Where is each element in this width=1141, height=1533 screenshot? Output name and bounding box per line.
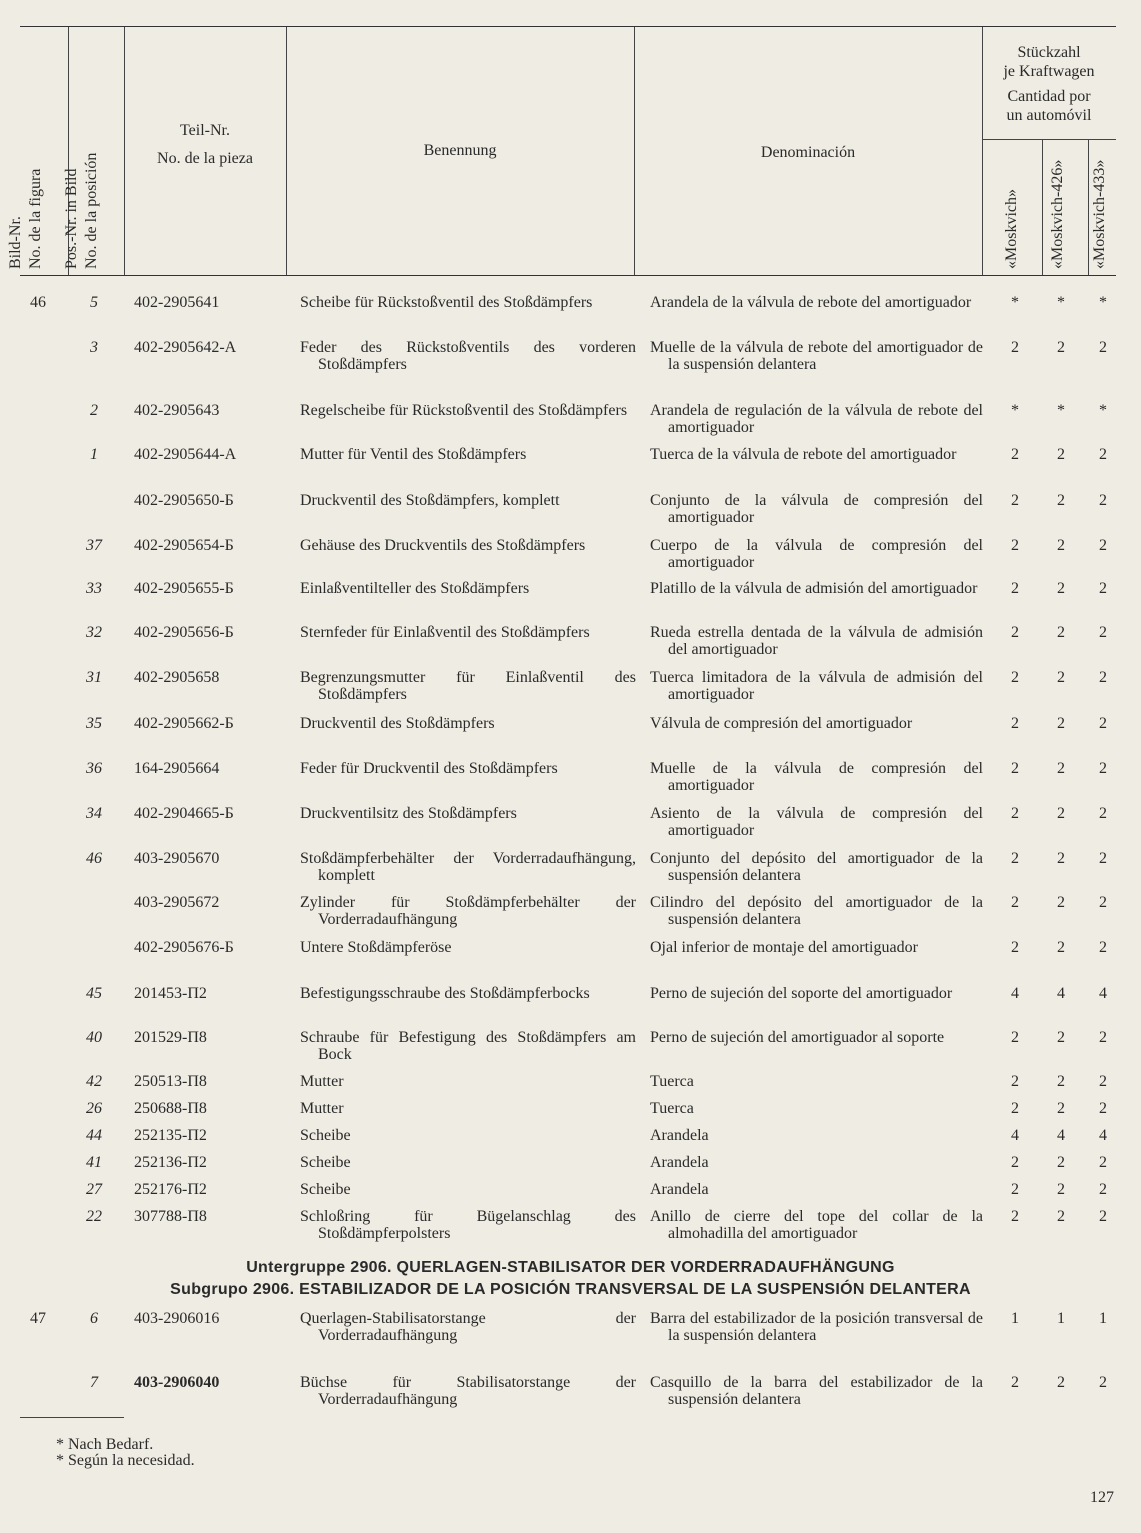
name-es-header: Denominación bbox=[760, 144, 856, 161]
name-de: Druckventilsitz des Stoßdämpfers bbox=[300, 805, 517, 822]
name-es: Cuerpo de la válvula de compresión del amortiguador bbox=[650, 537, 983, 571]
quantity-model-1: 2 bbox=[1011, 760, 1019, 777]
quantity-model-3: 2 bbox=[1099, 1208, 1107, 1225]
position-number: 31 bbox=[86, 669, 102, 686]
name-es: Arandela bbox=[650, 1154, 709, 1171]
part-number: 307788-П8 bbox=[134, 1208, 207, 1225]
position-number: 22 bbox=[86, 1208, 102, 1225]
quantity-model-1: 4 bbox=[1011, 985, 1019, 1002]
name-es: Ojal inferior de montaje del amortiguador bbox=[650, 939, 918, 956]
quantity-model-1: 2 bbox=[1011, 446, 1019, 463]
quantity-model-2: 2 bbox=[1057, 446, 1065, 463]
part-number: 402-2904665-Б bbox=[134, 805, 234, 822]
position-number-header: Pos.-Nr. in Bild No. de la posición bbox=[63, 152, 100, 269]
subgroup-title-de: Untergruppe 2906. QUERLAGEN-STABILISATOR DER VORDERRADAUFHÄNGUNG bbox=[246, 1259, 895, 1276]
quantity-model-3: 2 bbox=[1099, 939, 1107, 956]
quantity-model-2: 2 bbox=[1057, 894, 1065, 911]
fig-number-header: Bild-Nr. No. de la figura bbox=[7, 168, 44, 269]
quantity-model-1: 2 bbox=[1011, 1154, 1019, 1171]
quantity-model-3: 1 bbox=[1099, 1310, 1107, 1327]
name-de: Scheibe bbox=[300, 1181, 351, 1198]
quantity-model-3: 2 bbox=[1099, 624, 1107, 641]
name-de-header: Benennung bbox=[423, 142, 497, 159]
quantity-model-1: 2 bbox=[1011, 1181, 1019, 1198]
quantity-model-3: 2 bbox=[1099, 1374, 1107, 1391]
name-de: Schloßring für Bügelanschlag des Stoßdämpferpolsters bbox=[300, 1208, 636, 1242]
part-number: 402-2905656-Б bbox=[134, 624, 234, 641]
quantity-model-2: 2 bbox=[1057, 805, 1065, 822]
subgroup-title-es: Subgrupo 2906. ESTABILIZADOR DE LA POSICIÓN TRANSVERSAL DE LA SUSPENSIÓN DELANTERA bbox=[170, 1281, 971, 1298]
position-number: 27 bbox=[86, 1181, 102, 1198]
part-number: 403-2906016 bbox=[134, 1310, 220, 1327]
name-es: Cilindro del depósito del amortiguador de la suspensión delantera bbox=[650, 894, 983, 928]
position-number: 1 bbox=[90, 446, 98, 463]
quantity-model-2: 2 bbox=[1057, 1374, 1065, 1391]
quantity-model-1: 4 bbox=[1011, 1127, 1019, 1144]
part-number: 201529-П8 bbox=[134, 1029, 207, 1046]
quantity-model-2: 2 bbox=[1057, 580, 1065, 597]
part-number: 201453-П2 bbox=[134, 985, 207, 1002]
quantity-model-1: 2 bbox=[1011, 1208, 1019, 1225]
name-de: Einlaßventilteller des Stoßdämpfers bbox=[300, 580, 530, 597]
quantity-model-1: 1 bbox=[1011, 1310, 1019, 1327]
quantity-model-3: * bbox=[1099, 294, 1107, 311]
position-number: 7 bbox=[90, 1374, 98, 1391]
qty-label-es-1: Cantidad por bbox=[1007, 88, 1091, 105]
name-es: Conjunto de la válvula de compresión del amortiguador bbox=[650, 492, 983, 526]
position-number: 2 bbox=[90, 402, 98, 419]
name-es: Arandela bbox=[650, 1127, 709, 1144]
quantity-model-3: 4 bbox=[1099, 985, 1107, 1002]
part-number: 402-2905654-Б bbox=[134, 537, 234, 554]
name-de: Sternfeder für Einlaßventil des Stoßdämpfers bbox=[300, 624, 590, 641]
position-number: 46 bbox=[86, 850, 102, 867]
name-de: Gehäuse des Druckventils des Stoßdämpfers bbox=[300, 537, 586, 554]
quantity-model-3: 2 bbox=[1099, 1100, 1107, 1117]
name-de: Mutter für Ventil des Stoßdämpfers bbox=[300, 446, 527, 463]
part-number: 402-2905658 bbox=[134, 669, 220, 686]
quantity-model-3: 2 bbox=[1099, 1181, 1107, 1198]
model-3-header: «Moskvich-433» bbox=[1091, 159, 1108, 269]
quantity-model-3: 2 bbox=[1099, 894, 1107, 911]
quantity-model-1: 2 bbox=[1011, 939, 1019, 956]
name-de: Mutter bbox=[300, 1100, 344, 1117]
quantity-model-3: 2 bbox=[1099, 1029, 1107, 1046]
quantity-model-2: 1 bbox=[1057, 1310, 1065, 1327]
name-de: Druckventil des Stoßdämpfers, komplett bbox=[300, 492, 560, 509]
position-number: 6 bbox=[90, 1310, 98, 1327]
quantity-model-2: 4 bbox=[1057, 985, 1065, 1002]
model-2-header: «Moskvich-426» bbox=[1049, 159, 1066, 269]
name-de: Feder für Druckventil des Stoßdämpfers bbox=[300, 760, 558, 777]
name-es: Muelle de la válvula de rebote del amortiguador de la suspensión delantera bbox=[650, 339, 983, 373]
quantity-model-1: 2 bbox=[1011, 492, 1019, 509]
name-es: Asiento de la válvula de compresión del amortiguador bbox=[650, 805, 983, 839]
quantity-model-3: 2 bbox=[1099, 805, 1107, 822]
quantity-model-2: 2 bbox=[1057, 939, 1065, 956]
position-number: 41 bbox=[86, 1154, 102, 1171]
name-es: Arandela de regulación de la válvula de rebote del amortiguador bbox=[650, 402, 983, 436]
name-es: Tuerca bbox=[650, 1073, 694, 1090]
name-de: Schraube für Befestigung des Stoßdämpfers am Bock bbox=[300, 1029, 636, 1063]
quantity-model-2: 2 bbox=[1057, 1208, 1065, 1225]
name-es: Perno de sujeción del amortiguador al soporte bbox=[650, 1029, 945, 1046]
model-1-header: «Moskvich» bbox=[1003, 189, 1020, 269]
name-de: Mutter bbox=[300, 1073, 344, 1090]
qty-label-de-1: Stückzahl bbox=[1017, 44, 1081, 61]
quantity-model-2: 2 bbox=[1057, 1154, 1065, 1171]
position-number: 40 bbox=[86, 1029, 102, 1046]
position-number: 32 bbox=[86, 624, 102, 641]
part-number-label-de: Teil-Nr. bbox=[180, 122, 230, 139]
quantity-model-3: 2 bbox=[1099, 1073, 1107, 1090]
quantity-model-1: * bbox=[1011, 402, 1019, 419]
position-number: 33 bbox=[86, 580, 102, 597]
quantity-model-2: 4 bbox=[1057, 1127, 1065, 1144]
qty-label-de-2: je Kraftwagen bbox=[1003, 63, 1095, 80]
name-de: Büchse für Stabilisatorstange der Vorderradaufhängung bbox=[300, 1374, 636, 1408]
position-number: 44 bbox=[86, 1127, 102, 1144]
part-number: 252176-П2 bbox=[134, 1181, 207, 1198]
quantity-model-2: 2 bbox=[1057, 537, 1065, 554]
quantity-model-1: 2 bbox=[1011, 850, 1019, 867]
position-number: 37 bbox=[86, 537, 102, 554]
part-number-label-es: No. de la pieza bbox=[157, 150, 253, 167]
quantity-model-2: * bbox=[1057, 402, 1065, 419]
position-number: 42 bbox=[86, 1073, 102, 1090]
name-de: Stoßdämpferbehälter der Vorderradaufhängung, komplett bbox=[300, 850, 636, 884]
quantity-model-2: 2 bbox=[1057, 715, 1065, 732]
part-number: 403-2906040 bbox=[134, 1374, 220, 1391]
position-number: 45 bbox=[86, 985, 102, 1002]
position-number: 5 bbox=[90, 294, 98, 311]
quantity-model-1: 2 bbox=[1011, 1100, 1019, 1117]
quantity-model-2: 2 bbox=[1057, 1029, 1065, 1046]
position-number: 3 bbox=[90, 339, 98, 356]
quantity-model-3: 2 bbox=[1099, 537, 1107, 554]
quantity-model-2: 2 bbox=[1057, 624, 1065, 641]
quantity-model-1: 2 bbox=[1011, 537, 1019, 554]
quantity-model-1: * bbox=[1011, 294, 1019, 311]
name-de: Druckventil des Stoßdämpfers bbox=[300, 715, 495, 732]
part-number: 250513-П8 bbox=[134, 1073, 207, 1090]
part-number: 402-2905676-Б bbox=[134, 939, 234, 956]
part-number: 250688-П8 bbox=[134, 1100, 207, 1117]
quantity-model-3: 2 bbox=[1099, 669, 1107, 686]
name-de: Feder des Rückstoßventils des vorderen Stoßdämpfers bbox=[300, 339, 636, 373]
quantity-model-1: 2 bbox=[1011, 1029, 1019, 1046]
name-de: Scheibe bbox=[300, 1154, 351, 1171]
page-number: 127 bbox=[1090, 1489, 1114, 1506]
part-number: 402-2905644-A bbox=[134, 446, 237, 463]
name-de: Befestigungsschraube des Stoßdämpferbocks bbox=[300, 985, 590, 1002]
quantity-model-1: 2 bbox=[1011, 1073, 1019, 1090]
quantity-model-3: 2 bbox=[1099, 492, 1107, 509]
name-de: Scheibe bbox=[300, 1127, 351, 1144]
name-de: Regelscheibe für Rückstoßventil des Stoßdämpfers bbox=[300, 402, 628, 419]
quantity-model-2: 2 bbox=[1057, 669, 1065, 686]
quantity-model-3: 2 bbox=[1099, 446, 1107, 463]
quantity-model-2: 2 bbox=[1057, 1100, 1065, 1117]
quantity-model-1: 2 bbox=[1011, 1374, 1019, 1391]
position-number: 36 bbox=[86, 760, 102, 777]
name-de: Querlagen-Stabilisatorstange der Vorderradaufhängung bbox=[300, 1310, 636, 1344]
name-es: Rueda estrella dentada de la válvula de admisión del amortiguador bbox=[650, 624, 983, 658]
quantity-model-3: * bbox=[1099, 402, 1107, 419]
part-number: 164-2905664 bbox=[134, 760, 220, 777]
quantity-model-2: 2 bbox=[1057, 1073, 1065, 1090]
quantity-model-2: 2 bbox=[1057, 492, 1065, 509]
quantity-model-1: 2 bbox=[1011, 894, 1019, 911]
name-es: Tuerca bbox=[650, 1100, 694, 1117]
quantity-model-3: 2 bbox=[1099, 850, 1107, 867]
quantity-model-2: 2 bbox=[1057, 339, 1065, 356]
quantity-model-2: * bbox=[1057, 294, 1065, 311]
name-es: Muelle de la válvula de compresión del amortiguador bbox=[650, 760, 983, 794]
quantity-model-1: 2 bbox=[1011, 580, 1019, 597]
name-es: Conjunto del depósito del amortiguador de la suspensión delantera bbox=[650, 850, 983, 884]
part-number: 402-2905642-A bbox=[134, 339, 237, 356]
quantity-model-2: 2 bbox=[1057, 1181, 1065, 1198]
part-number-header bbox=[124, 121, 286, 169]
quantity-model-1: 2 bbox=[1011, 624, 1019, 641]
part-number: 402-2905650-Б bbox=[134, 492, 234, 509]
part-number: 252136-П2 bbox=[134, 1154, 207, 1171]
quantity-model-3: 4 bbox=[1099, 1127, 1107, 1144]
name-es: Válvula de compresión del amortiguador bbox=[650, 715, 913, 732]
quantity-model-2: 2 bbox=[1057, 850, 1065, 867]
fig-number: 47 bbox=[30, 1310, 46, 1327]
name-de: Untere Stoßdämpferöse bbox=[300, 939, 452, 956]
name-de: Begrenzungsmutter für Einlaßventil des Stoßdämpfers bbox=[300, 669, 636, 703]
name-de: Zylinder für Stoßdämpferbehälter der Vorderradaufhängung bbox=[300, 894, 636, 928]
footnote-de: * Nach Bedarf. bbox=[56, 1436, 154, 1453]
quantity-model-3: 2 bbox=[1099, 715, 1107, 732]
position-number: 35 bbox=[86, 715, 102, 732]
part-number: 403-2905670 bbox=[134, 850, 220, 867]
part-number: 402-2905641 bbox=[134, 294, 220, 311]
quantity-header bbox=[982, 43, 1116, 125]
quantity-model-1: 2 bbox=[1011, 715, 1019, 732]
footnote-divider bbox=[20, 1417, 124, 1418]
quantity-model-3: 2 bbox=[1099, 1154, 1107, 1171]
quantity-model-1: 2 bbox=[1011, 669, 1019, 686]
part-number: 402-2905655-Б bbox=[134, 580, 234, 597]
position-number: 26 bbox=[86, 1100, 102, 1117]
fig-number: 46 bbox=[30, 294, 46, 311]
name-es: Arandela bbox=[650, 1181, 709, 1198]
part-number: 402-2905643 bbox=[134, 402, 220, 419]
part-number: 403-2905672 bbox=[134, 894, 220, 911]
part-number: 402-2905662-Б bbox=[134, 715, 234, 732]
name-es: Arandela de la válvula de rebote del amortiguador bbox=[650, 294, 972, 311]
quantity-model-1: 2 bbox=[1011, 339, 1019, 356]
name-es: Casquillo de la barra del estabilizador de la suspensión delantera bbox=[650, 1374, 983, 1408]
quantity-model-2: 2 bbox=[1057, 760, 1065, 777]
quantity-model-3: 2 bbox=[1099, 339, 1107, 356]
name-es: Barra del estabilizador de la posición transversal de la suspensión delantera bbox=[650, 1310, 983, 1344]
name-es: Platillo de la válvula de admisión del amortiguador bbox=[650, 580, 978, 597]
part-number: 252135-П2 bbox=[134, 1127, 207, 1144]
quantity-model-1: 2 bbox=[1011, 805, 1019, 822]
quantity-model-3: 2 bbox=[1099, 580, 1107, 597]
table-header bbox=[7, 26, 1116, 276]
name-es: Tuerca limitadora de la válvula de admisión del amortiguador bbox=[650, 669, 983, 703]
name-es: Perno de sujeción del soporte del amortiguador bbox=[650, 985, 953, 1002]
name-es: Tuerca de la válvula de rebote del amortiguador bbox=[650, 446, 957, 463]
name-de: Scheibe für Rückstoßventil des Stoßdämpfers bbox=[300, 294, 593, 311]
position-number: 34 bbox=[86, 805, 102, 822]
quantity-model-3: 2 bbox=[1099, 760, 1107, 777]
footnote-es: * Según la necesidad. bbox=[56, 1452, 195, 1469]
qty-label-es-2: un automóvil bbox=[1006, 107, 1092, 124]
name-es: Anillo de cierre del tope del collar de la almohadilla del amortiguador bbox=[650, 1208, 983, 1242]
